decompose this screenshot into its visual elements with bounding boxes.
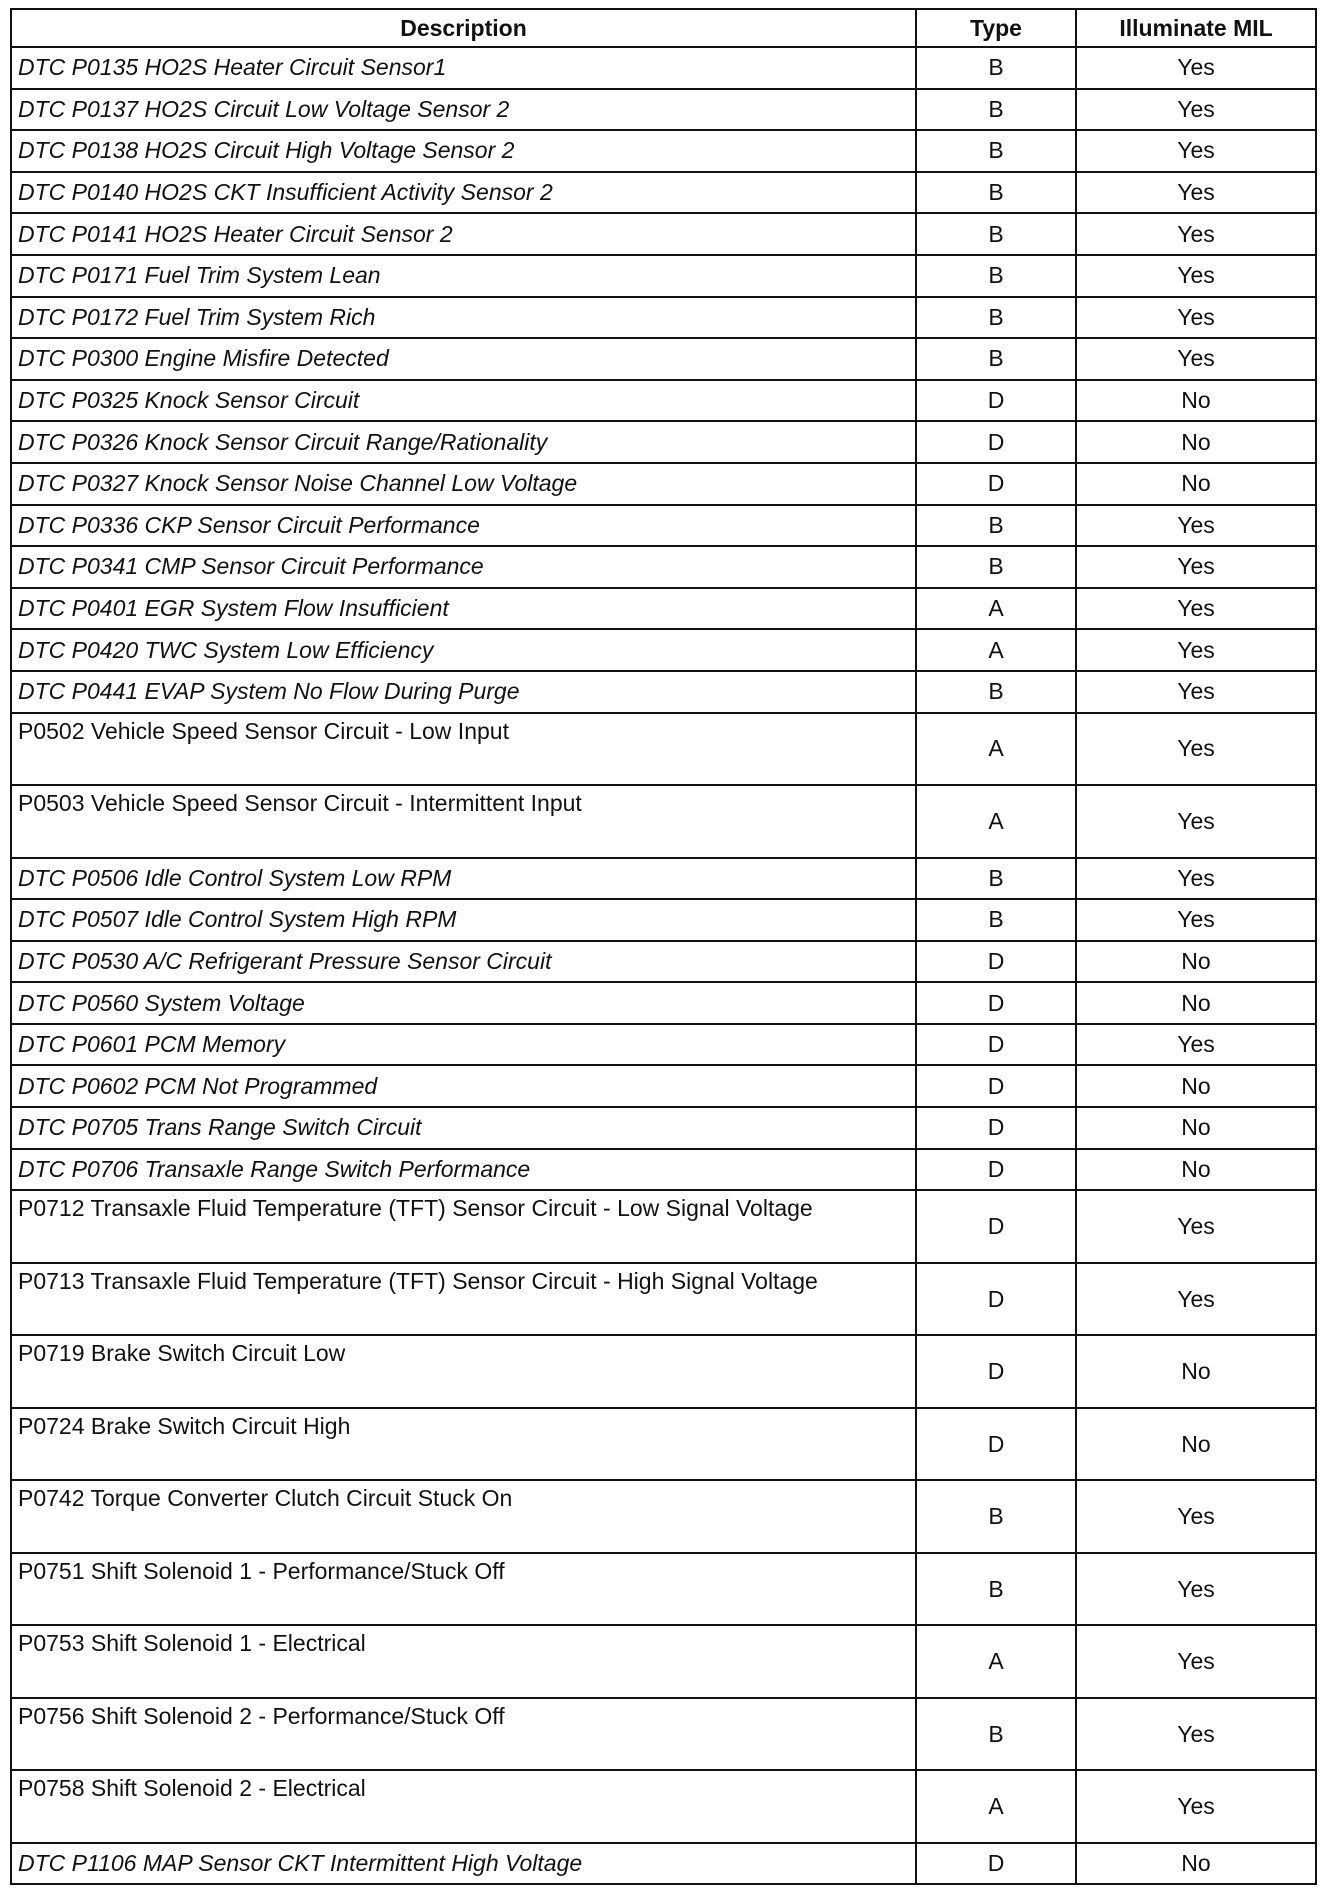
row-type: B [916,1553,1076,1626]
row-description: DTC P0138 HO2S Circuit High Voltage Sensor 2 [11,130,916,172]
table-row [11,1149,1316,1191]
table-body [11,47,1316,1884]
table-row [11,338,1316,380]
row-type: D [916,1263,1076,1336]
row-type: D [916,1024,1076,1066]
dtc-table [10,8,1317,1885]
table-row [11,785,1316,858]
row-illuminate-mil: Yes [1076,713,1316,786]
row-type: D [916,1843,1076,1885]
table-row [11,671,1316,713]
row-description: DTC P0602 PCM Not Programmed [11,1065,916,1107]
row-illuminate-mil: No [1076,421,1316,463]
row-illuminate-mil: Yes [1076,1625,1316,1698]
row-illuminate-mil: Yes [1076,338,1316,380]
row-type: D [916,380,1076,422]
header-row [11,9,1316,47]
row-illuminate-mil: Yes [1076,1263,1316,1336]
table-header [11,9,1316,47]
row-type: A [916,629,1076,671]
row-type: B [916,172,1076,214]
table-row [11,982,1316,1024]
row-type: A [916,713,1076,786]
row-type: D [916,1408,1076,1481]
row-illuminate-mil: No [1076,1065,1316,1107]
row-illuminate-mil: No [1076,941,1316,983]
row-type: D [916,421,1076,463]
row-description: DTC P0420 TWC System Low Efficiency [11,629,916,671]
dtc-table-container [10,8,1315,1885]
row-description: P0502 Vehicle Speed Sensor Circuit - Low Input [11,713,916,786]
row-illuminate-mil: Yes [1076,899,1316,941]
table-row [11,463,1316,505]
table-row [11,213,1316,255]
row-illuminate-mil: No [1076,982,1316,1024]
row-type: B [916,297,1076,339]
table-row [11,588,1316,630]
row-type: A [916,1625,1076,1698]
table-row [11,421,1316,463]
table-row [11,505,1316,547]
row-illuminate-mil: No [1076,380,1316,422]
row-illuminate-mil: Yes [1076,297,1316,339]
row-type: B [916,255,1076,297]
row-description: P0719 Brake Switch Circuit Low [11,1335,916,1408]
table-row [11,47,1316,89]
table-row [11,546,1316,588]
row-illuminate-mil: No [1076,1335,1316,1408]
table-row [11,89,1316,131]
table-row [11,297,1316,339]
row-type: B [916,1480,1076,1553]
table-row [11,1335,1316,1408]
row-illuminate-mil: Yes [1076,858,1316,900]
table-row [11,130,1316,172]
row-illuminate-mil: Yes [1076,89,1316,131]
row-illuminate-mil: Yes [1076,671,1316,713]
row-illuminate-mil: No [1076,1408,1316,1481]
row-illuminate-mil: Yes [1076,47,1316,89]
row-description: DTC P0327 Knock Sensor Noise Channel Low Voltage [11,463,916,505]
header-description: Description [11,9,916,47]
table-row [11,255,1316,297]
row-type: D [916,1190,1076,1263]
row-description: DTC P0300 Engine Misfire Detected [11,338,916,380]
table-row [11,1263,1316,1336]
row-illuminate-mil: Yes [1076,213,1316,255]
row-type: D [916,1335,1076,1408]
row-illuminate-mil: Yes [1076,1553,1316,1626]
row-description: DTC P0401 EGR System Flow Insufficient [11,588,916,630]
row-description: DTC P0506 Idle Control System Low RPM [11,858,916,900]
row-type: B [916,1698,1076,1771]
row-type: B [916,89,1076,131]
row-description: DTC P1106 MAP Sensor CKT Intermittent High Voltage [11,1843,916,1885]
row-description: DTC P0336 CKP Sensor Circuit Performance [11,505,916,547]
row-description: DTC P0507 Idle Control System High RPM [11,899,916,941]
row-type: B [916,505,1076,547]
table-row [11,1553,1316,1626]
row-illuminate-mil: Yes [1076,546,1316,588]
row-description: DTC P0326 Knock Sensor Circuit Range/Rationality [11,421,916,463]
row-description: P0503 Vehicle Speed Sensor Circuit - Intermittent Input [11,785,916,858]
row-description: DTC P0530 A/C Refrigerant Pressure Sensor Circuit [11,941,916,983]
row-type: B [916,671,1076,713]
row-illuminate-mil: Yes [1076,1024,1316,1066]
row-type: D [916,463,1076,505]
row-type: B [916,899,1076,941]
row-type: D [916,1065,1076,1107]
table-row [11,1770,1316,1843]
row-description: DTC P0135 HO2S Heater Circuit Sensor1 [11,47,916,89]
row-type: A [916,785,1076,858]
row-description: DTC P0172 Fuel Trim System Rich [11,297,916,339]
table-row [11,1480,1316,1553]
row-illuminate-mil: Yes [1076,1190,1316,1263]
row-illuminate-mil: Yes [1076,1770,1316,1843]
row-description: P0742 Torque Converter Clutch Circuit Stuck On [11,1480,916,1553]
row-description: DTC P0140 HO2S CKT Insufficient Activity Sensor 2 [11,172,916,214]
row-description: P0751 Shift Solenoid 1 - Performance/Stuck Off [11,1553,916,1626]
table-row [11,899,1316,941]
row-illuminate-mil: Yes [1076,588,1316,630]
table-row [11,1843,1316,1885]
row-type: D [916,1149,1076,1191]
table-row [11,1190,1316,1263]
row-illuminate-mil: No [1076,1843,1316,1885]
row-description: P0713 Transaxle Fluid Temperature (TFT) Sensor Circuit - High Signal Voltage [11,1263,916,1336]
table-row [11,1408,1316,1481]
row-description: P0758 Shift Solenoid 2 - Electrical [11,1770,916,1843]
table-row [11,172,1316,214]
row-description: DTC P0560 System Voltage [11,982,916,1024]
row-illuminate-mil: No [1076,1107,1316,1149]
table-row [11,1065,1316,1107]
row-description: DTC P0441 EVAP System No Flow During Purge [11,671,916,713]
table-row [11,1698,1316,1771]
row-type: B [916,213,1076,255]
row-description: DTC P0341 CMP Sensor Circuit Performance [11,546,916,588]
row-illuminate-mil: Yes [1076,172,1316,214]
header-type: Type [916,9,1076,47]
row-type: B [916,546,1076,588]
table-row [11,858,1316,900]
table-row [11,380,1316,422]
table-row [11,713,1316,786]
row-description: P0756 Shift Solenoid 2 - Performance/Stuck Off [11,1698,916,1771]
row-description: DTC P0171 Fuel Trim System Lean [11,255,916,297]
row-description: P0724 Brake Switch Circuit High [11,1408,916,1481]
row-type: B [916,47,1076,89]
row-description: DTC P0141 HO2S Heater Circuit Sensor 2 [11,213,916,255]
row-illuminate-mil: Yes [1076,629,1316,671]
row-description: DTC P0706 Transaxle Range Switch Performance [11,1149,916,1191]
row-description: DTC P0137 HO2S Circuit Low Voltage Sensor 2 [11,89,916,131]
row-type: A [916,1770,1076,1843]
row-illuminate-mil: Yes [1076,130,1316,172]
row-type: D [916,1107,1076,1149]
row-description: DTC P0325 Knock Sensor Circuit [11,380,916,422]
row-illuminate-mil: Yes [1076,785,1316,858]
row-type: B [916,858,1076,900]
row-type: B [916,130,1076,172]
row-description: DTC P0601 PCM Memory [11,1024,916,1066]
table-row [11,941,1316,983]
row-type: D [916,941,1076,983]
table-row [11,1625,1316,1698]
row-description: DTC P0705 Trans Range Switch Circuit [11,1107,916,1149]
row-illuminate-mil: No [1076,1149,1316,1191]
table-row [11,1107,1316,1149]
row-illuminate-mil: Yes [1076,505,1316,547]
row-illuminate-mil: Yes [1076,1698,1316,1771]
header-illuminate-mil: Illuminate MIL [1076,9,1316,47]
row-illuminate-mil: Yes [1076,1480,1316,1553]
row-illuminate-mil: No [1076,463,1316,505]
row-illuminate-mil: Yes [1076,255,1316,297]
table-row [11,1024,1316,1066]
row-type: A [916,588,1076,630]
row-type: D [916,982,1076,1024]
row-type: B [916,338,1076,380]
table-row [11,629,1316,671]
row-description: P0753 Shift Solenoid 1 - Electrical [11,1625,916,1698]
row-description: P0712 Transaxle Fluid Temperature (TFT) Sensor Circuit - Low Signal Voltage [11,1190,916,1263]
